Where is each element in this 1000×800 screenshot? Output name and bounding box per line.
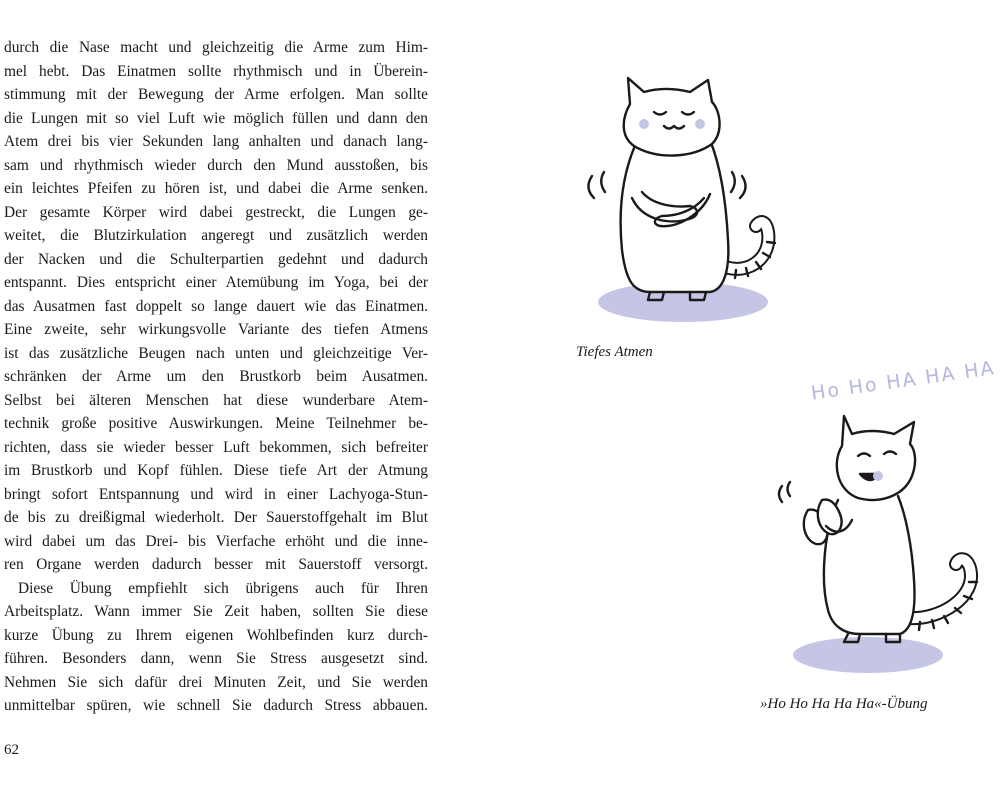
text-line: ren Organe werden dadurch besser mit Sauerstoff versorgt. <box>4 556 428 573</box>
text-line: Diese Übung empfiehlt sich übrigens auch für Ihren <box>18 579 428 597</box>
text-line: der Nacken und die Schulterpartien gedehnt und dadurch <box>4 250 428 268</box>
text-line: das Ausatmen fast doppelt so lange dauert wie das Einatmen. <box>4 297 428 315</box>
text-line: stimmung mit der Bewegung der Arme erfolgen. Man sollte <box>4 86 428 103</box>
paragraph-2 <box>4 577 428 718</box>
figure-2-caption: »Ho Ho Ha Ha Ha«-Übung <box>760 696 928 712</box>
cheek <box>873 471 883 481</box>
text-line: im Brustkorb und Kopf fühlen. Diese tiefe Art der Atmung <box>4 462 428 479</box>
page-number: 62 <box>4 742 19 758</box>
ho-ha-lettering: Ho Ho HA HA HA <box>809 356 997 405</box>
text-line: kurze Übung zu Ihrem eigenen Wohlbefinden kurz durch- <box>4 626 428 644</box>
cat-clapping-drawing <box>760 350 1000 680</box>
text-line: die Lungen mit so viel Luft wie möglich füllen und dann den <box>4 109 428 127</box>
text-line: Atem drei bis vier Sekunden lang anhalten und danach lang- <box>4 133 428 150</box>
text-line: entspannt. Dies entspricht einer Atemübung im Yoga, bei der <box>4 274 428 291</box>
text-line: ein leichtes Pfeifen zu hören ist, und dabei die Arme senken. <box>4 180 428 197</box>
text-line: Selbst bei älteren Menschen hat diese wunderbare Atem- <box>4 391 428 409</box>
text-line: führen. Besonders dann, wenn Sie Stress ausgesetzt sind. <box>4 650 428 667</box>
text-line: Der gesamte Körper wird dabei gestreckt, die Lungen ge- <box>4 203 428 221</box>
body-text <box>4 36 428 718</box>
text-line: bringt sofort Entspannung und wird in einer Lachyoga-Stun- <box>4 485 428 503</box>
cheek <box>695 119 705 129</box>
text-line: sam und rhythmisch wieder durch den Mund ausstoßen, bis <box>4 156 428 174</box>
text-line: de bis zu dreißigmal wiederholt. Der Sauerstoffgehalt im Blut <box>4 509 428 526</box>
figure-1-caption: Tiefes Atmen <box>576 344 653 360</box>
cat-deep-breathing-drawing <box>560 60 800 335</box>
text-line: richten, dass sie wieder besser Luft bekommen, sich befreiter <box>4 438 428 456</box>
text-line: durch die Nase macht und gleichzeitig die Arme zum Him- <box>4 39 428 56</box>
cat-clapping-illustration <box>760 350 1000 680</box>
cheek <box>639 119 649 129</box>
text-line: Nehmen Sie sich dafür drei Minuten Zeit, und Sie werden <box>4 673 428 691</box>
text-line: Eine zweite, sehr wirkungsvolle Variante des tiefen Atmens <box>4 321 428 338</box>
cat-deep-breathing-illustration <box>560 60 800 335</box>
text-line: wird dabei um das Drei- bis Vierfache erhöht und die inne- <box>4 532 428 550</box>
text-line: ist das zusätzliche Beugen nach unten und gleichzeitige Ver- <box>4 344 428 362</box>
text-line: technik große positive Auswirkungen. Meine Teilnehmer be- <box>4 415 428 432</box>
text-line: unmittelbar spüren, wie schnell Sie dadurch Stress abbauen. <box>4 697 428 714</box>
text-line: mel hebt. Das Einatmen sollte rhythmisch und in Überein- <box>4 62 428 80</box>
text-line: schränken der Arme um den Brustkorb beim Ausatmen. <box>4 368 428 385</box>
floor-shadow <box>793 637 943 673</box>
text-line: Arbeitsplatz. Wann immer Sie Zeit haben, sollten Sie diese <box>4 603 428 620</box>
paragraph-1 <box>4 36 428 577</box>
text-line: weitet, die Blutzirkulation angeregt und zusätzlich werden <box>4 227 428 244</box>
